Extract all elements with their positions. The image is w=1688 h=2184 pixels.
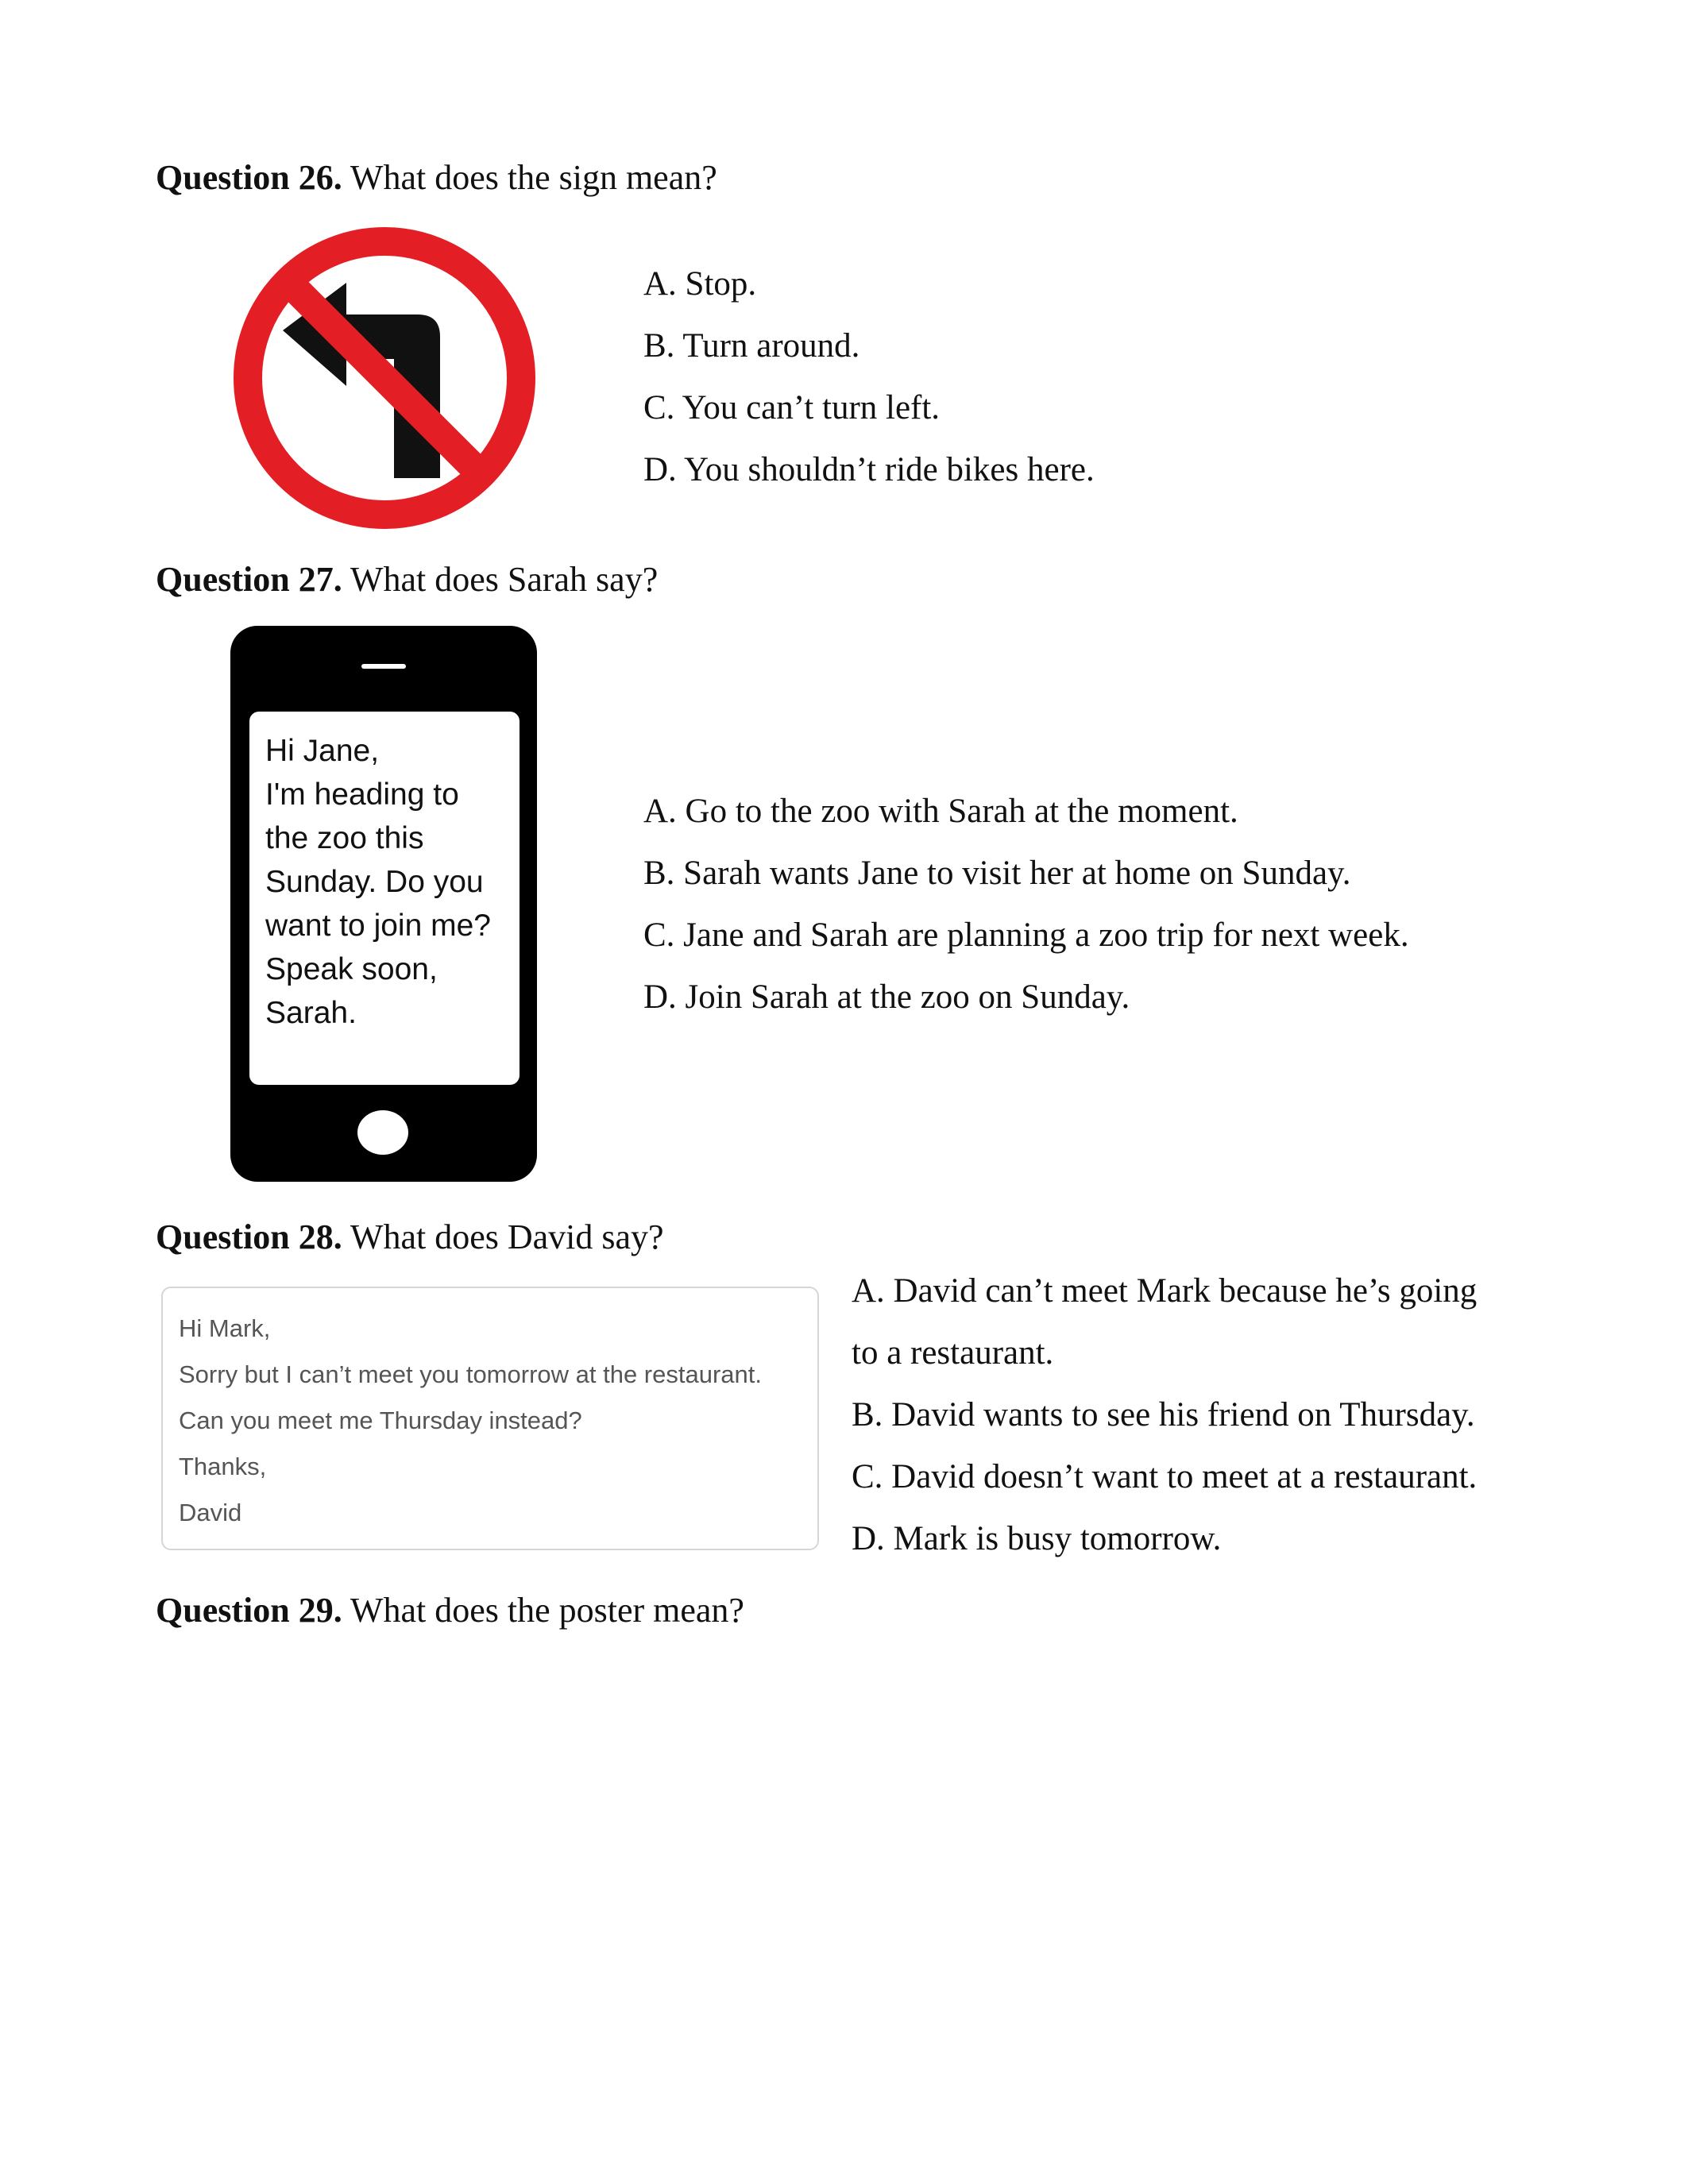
message-line: Thanks, — [179, 1453, 267, 1480]
question-number: Question 29. — [156, 1591, 342, 1630]
option-a[interactable]: A. Go to the zoo with Sarah at the moment. — [643, 793, 1238, 830]
option-b[interactable]: B. David wants to see his friend on Thursday. — [852, 1396, 1475, 1433]
question-prompt: What does Sarah say? — [350, 560, 659, 599]
message-line: Hi Jane, — [265, 734, 380, 768]
message-line: I'm heading to — [265, 778, 459, 812]
question-27-heading — [156, 562, 658, 597]
phone-message-image — [230, 626, 537, 1182]
question-28-heading — [156, 1217, 664, 1256]
question-29-heading — [156, 1593, 744, 1628]
question-prompt: What does David say? — [350, 1217, 664, 1256]
question-prompt: What does the poster mean? — [350, 1591, 744, 1630]
option-c[interactable]: C. David doesn’t want to meet at a restaurant. — [852, 1458, 1477, 1495]
option-a[interactable]: A. David can’t meet Mark because he’s going — [852, 1272, 1477, 1310]
message-line: Can you meet me Thursday instead? — [179, 1406, 582, 1434]
option-d[interactable]: D. Mark is busy tomorrow. — [852, 1520, 1222, 1557]
message-line: Sarah. — [265, 996, 357, 1030]
phone-speaker-icon — [361, 664, 406, 669]
email-message-box — [161, 1287, 819, 1550]
option-c[interactable]: C. Jane and Sarah are planning a zoo trip for next week. — [643, 916, 1409, 954]
message-line: David — [179, 1499, 242, 1526]
option-d[interactable]: D. Join Sarah at the zoo on Sunday. — [643, 978, 1130, 1016]
question-number: Question 28. — [156, 1217, 342, 1256]
question-number: Question 27. — [156, 560, 342, 599]
message-line: Speak soon, — [265, 952, 438, 986]
phone-screen — [249, 712, 520, 1085]
option-b[interactable]: B. Turn around. — [643, 327, 860, 365]
message-line: want to join me? — [265, 909, 491, 943]
message-line: Sunday. Do you — [265, 865, 484, 899]
question-number: Question 26. — [156, 158, 342, 197]
phone-home-button-icon — [357, 1110, 408, 1155]
option-d[interactable]: D. You shouldn’t ride bikes here. — [643, 451, 1095, 488]
question-prompt: What does the sign mean? — [350, 158, 717, 197]
question-26-heading — [156, 160, 717, 195]
option-b[interactable]: B. Sarah wants Jane to visit her at home on Sunday. — [643, 855, 1351, 892]
option-c[interactable]: C. You can’t turn left. — [643, 389, 941, 426]
message-line: the zoo this — [265, 821, 424, 855]
message-line: Hi Mark, — [179, 1314, 271, 1342]
no-left-turn-sign-icon — [230, 224, 539, 532]
option-a-continued[interactable]: to a restaurant. — [852, 1334, 1054, 1372]
option-a[interactable]: A. Stop. — [643, 265, 757, 303]
message-line: Sorry but I can’t meet you tomorrow at the restaurant. — [179, 1360, 762, 1388]
